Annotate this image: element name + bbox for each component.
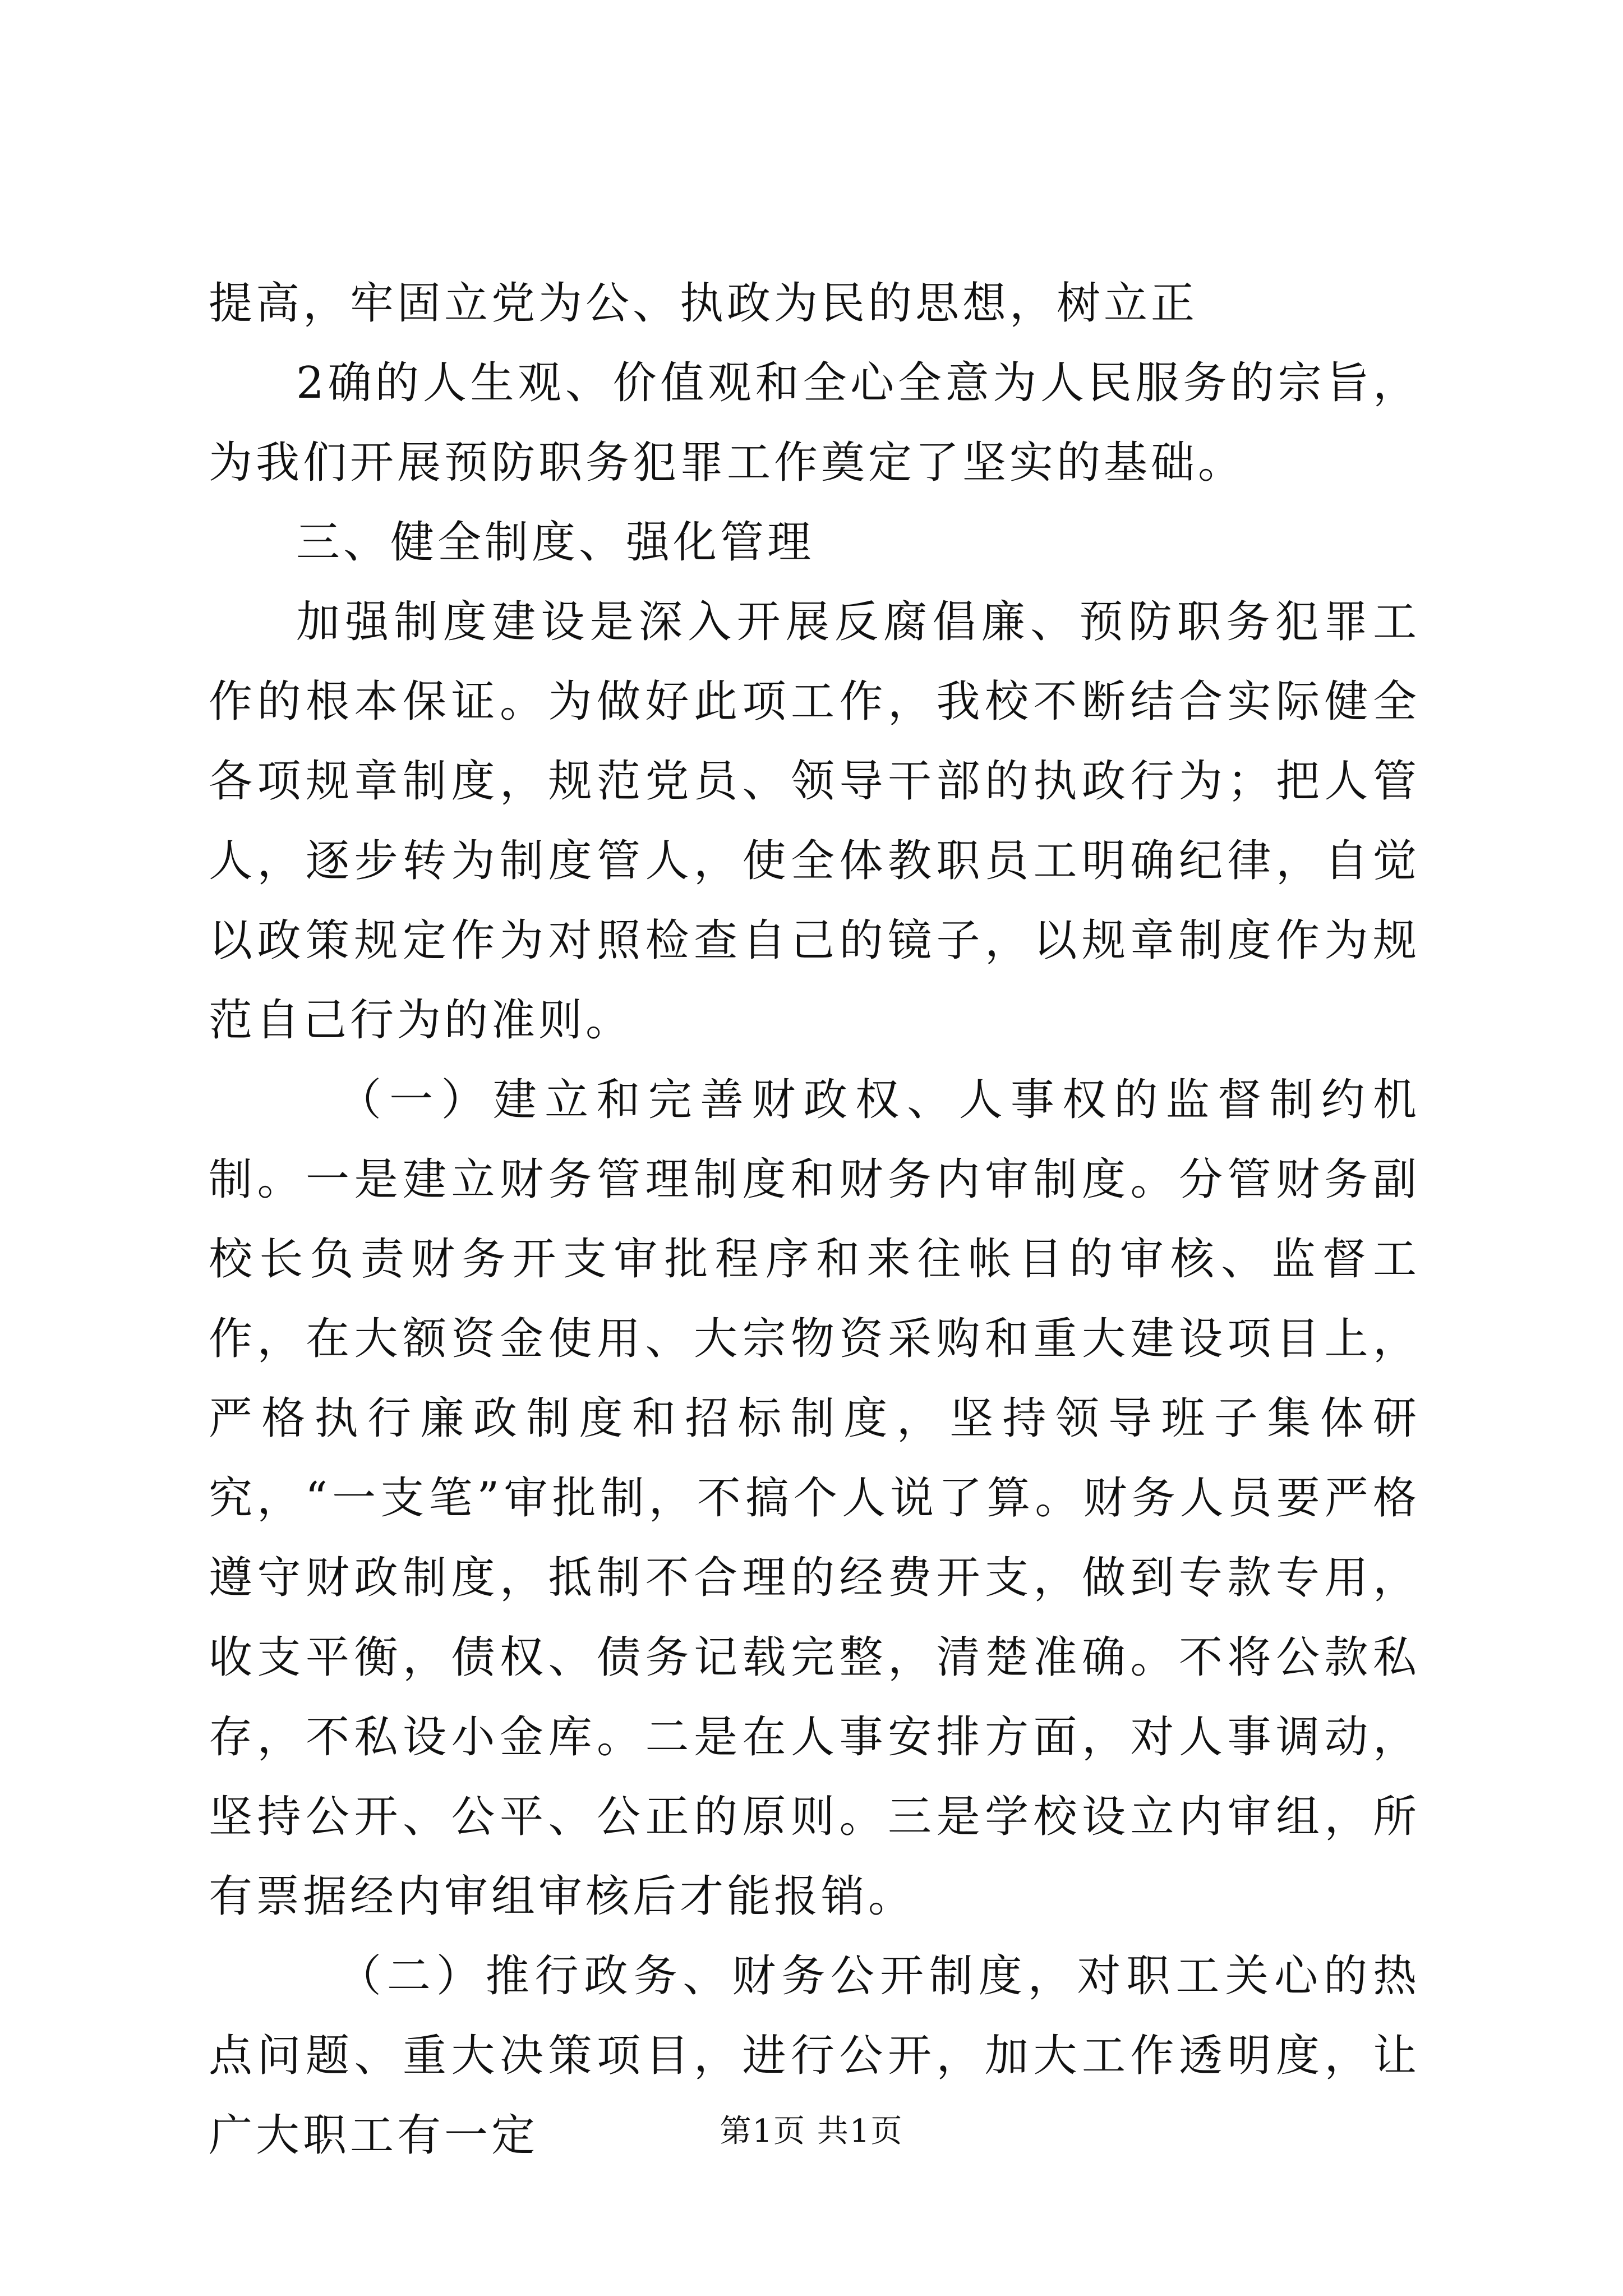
document-body [209,264,1420,2175]
paragraph-5: （二）推行政务、财务公开制度，对职工关心的热点问题、重大决策项目，进行公开，加大工作透明度，让广大职工有一定 [209,1951,1420,2161]
page-footer: 第1页 共1页 [720,2113,903,2150]
paragraph-1: 提高，牢固立党为公、执政为民的思想，树立正 [209,278,1198,329]
paragraph-3: 加强制度建设是深入开展反腐倡廉、预防职务犯罪工作的根本保证。为做好此项工作，我校不断结合实际健全各项规章制度，规范党员、领导干部的执政行为；把人管人，逐步转为制度管人，使全体教职员工明确纪律，自觉以政策规定作为对照检查自己的镜子，以规章制度作为规范自己行为的准则。 [209,597,1420,1046]
paragraph-4: （一）建立和完善财政权、人事权的监督制约机制。一是建立财务管理制度和财务内审制度。分管财务副校长负责财务开支审批程序和来往帐目的审核、监督工作，在大额资金使用、大宗物资采购和重大建设项目上，严格执行廉政制度和招标制度，坚持领导班子集体研究，“一支笔”审批制，不搞个人说了算。财务人员要严格遵守财政制度，抵制不合理的经费开支，做到专款专用，收支平衡，债权、债务记载完整，清楚准确。不将公款私存，不私设小金库。二是在人事安排方面，对人事调动，坚持公开、公平、公正的原则。三是学校设立内审组，所有票据经内审组审核后才能报销。 [209,1075,1420,1922]
section-heading: 三、健全制度、强化管理 [296,517,815,568]
paragraph-2: 2确的人生观、价值观和全心全意为人民服务的宗旨，为我们开展预防职务犯罪工作奠定了坚实的基础。 [209,358,1420,488]
